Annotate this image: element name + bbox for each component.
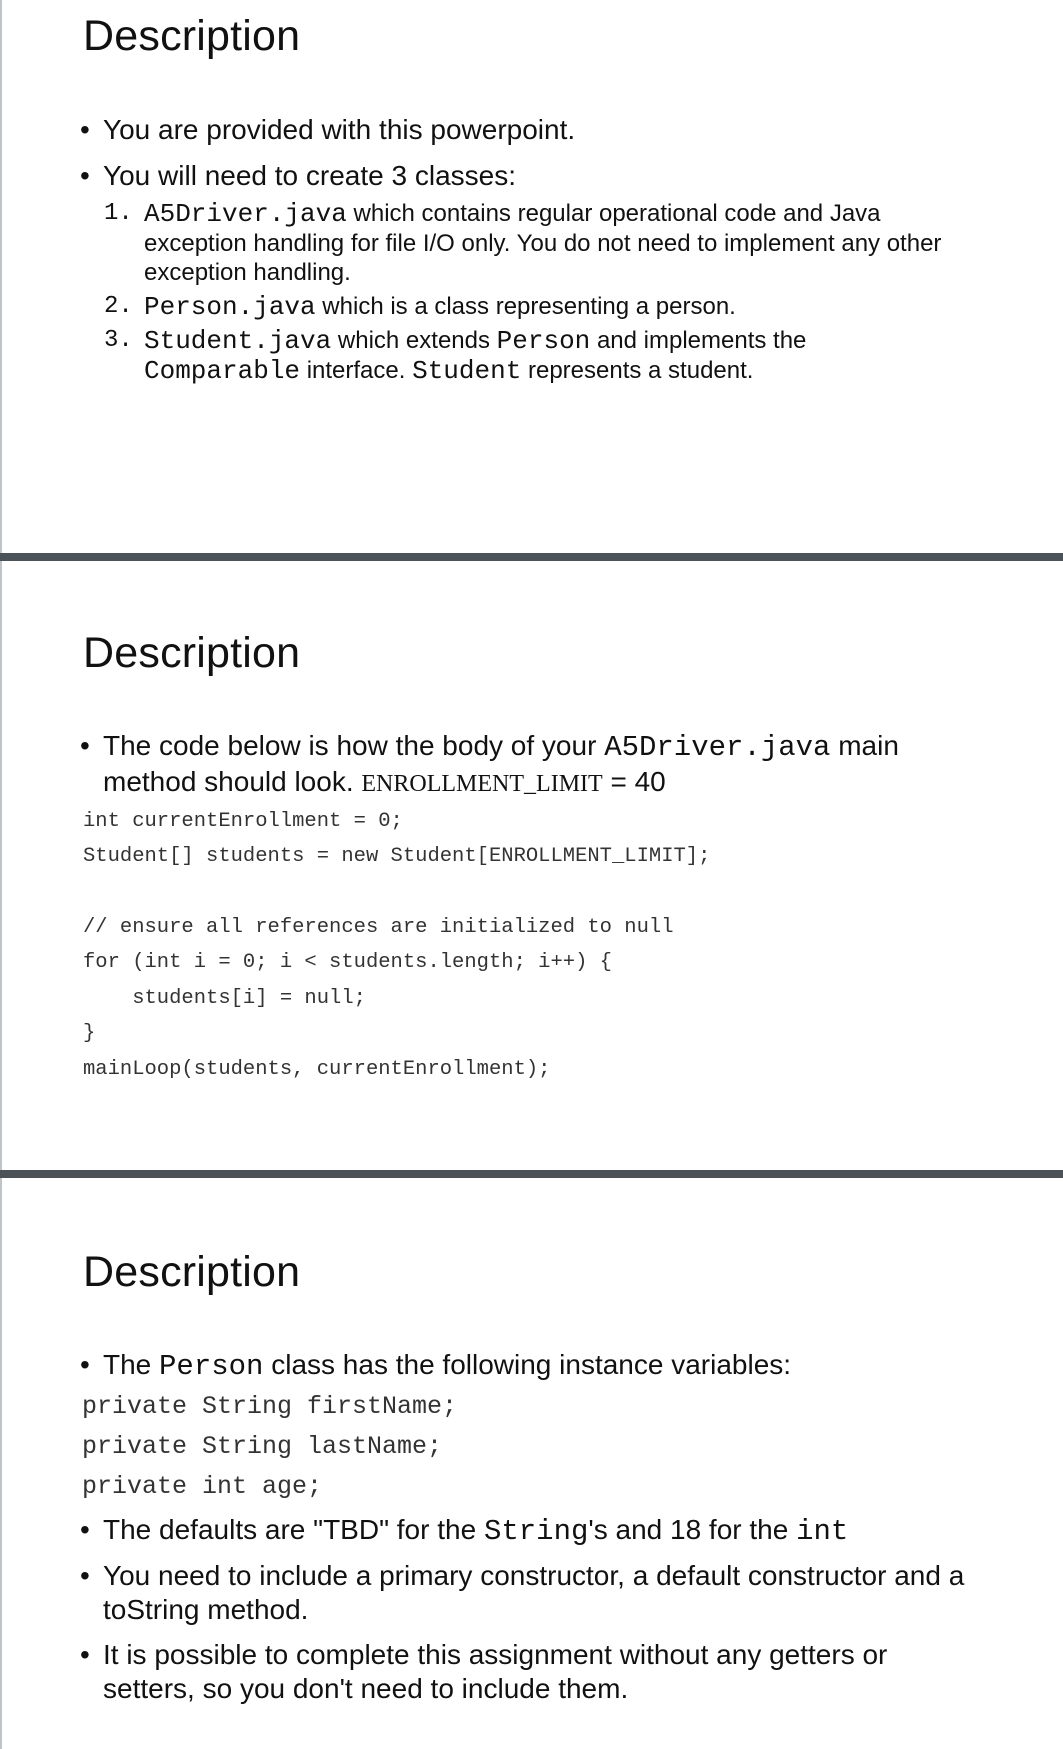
code-line: mainLoop(students, currentEnrollment); (83, 1058, 551, 1081)
bullet-text: The code below is how the body of your A5Driver.java main method should look. ENROLLMENT_LIMIT = 40 (103, 730, 899, 797)
item-text: Person.java which is a class representing a person. (144, 292, 736, 322)
item-text: Student.java which extends Person and implements the Comparable interface. Student represents a student. (144, 326, 807, 386)
numbered-item (104, 292, 736, 322)
slide-title: Description (83, 12, 301, 60)
slide-2 (0, 561, 1063, 1170)
numbered-item (104, 199, 941, 287)
code-line: Student[] students = new Student[ENROLLMENT_LIMIT]; (83, 845, 711, 868)
bullet-item (80, 1513, 848, 1549)
slide-1 (0, 0, 1063, 553)
bullet-dot-icon: • (80, 1514, 90, 1545)
bullet-dot-icon: • (80, 1639, 90, 1670)
item-number: 3. (104, 327, 133, 354)
bullet-text: The defaults are "TBD" for the String's and 18 for the int (103, 1514, 849, 1548)
code-line: students[i] = null; (83, 987, 366, 1010)
code-line: } (83, 1022, 96, 1045)
slide-separator (0, 553, 1063, 561)
slide-3 (0, 1178, 1063, 1749)
bullet-text: The Person class has the following instance variables: (103, 1349, 792, 1383)
code-line: private int age; (82, 1472, 323, 1501)
file-name: A5Driver.java (144, 199, 347, 229)
file-name: Person.java (144, 292, 316, 322)
bullet-item (80, 1638, 887, 1706)
bullet-dot-icon: • (80, 160, 90, 191)
code-line: // ensure all references are initialized to null (83, 916, 674, 939)
numbered-item (104, 326, 806, 386)
slide-title: Description (83, 629, 301, 677)
code-line: for (int i = 0; i < students.length; i++) { (83, 951, 612, 974)
bullet-text: You will need to create 3 classes: (103, 160, 516, 191)
bullet-item (80, 729, 899, 801)
bullet-text: It is possible to complete this assignment without any getters or setters, so you don't need to include them. (103, 1639, 888, 1704)
code-line: int currentEnrollment = 0; (83, 810, 403, 833)
bullet-dot-icon: • (80, 730, 90, 761)
code-line: private String lastName; (82, 1432, 443, 1461)
bullet-dot-icon: • (80, 1560, 90, 1591)
item-number: 2. (104, 293, 133, 320)
bullet-item (80, 159, 516, 193)
item-text: A5Driver.java which contains regular operational code and Java exception handling for file I/O only. You do not need to implement any other exception handling. (144, 199, 942, 286)
slide-separator (0, 1170, 1063, 1178)
bullet-dot-icon: • (80, 114, 90, 145)
bullet-item (80, 1559, 964, 1627)
code-line: private String firstName; (82, 1392, 458, 1421)
file-name: Student.java (144, 326, 332, 356)
bullet-item (80, 113, 575, 147)
slide-title: Description (83, 1248, 301, 1296)
bullet-text: You are provided with this powerpoint. (103, 114, 576, 145)
bullet-text: You need to include a primary constructor, a default constructor and a toString method. (103, 1560, 965, 1625)
bullet-item (80, 1348, 791, 1384)
bullet-dot-icon: • (80, 1349, 90, 1380)
item-number: 1. (104, 200, 133, 227)
